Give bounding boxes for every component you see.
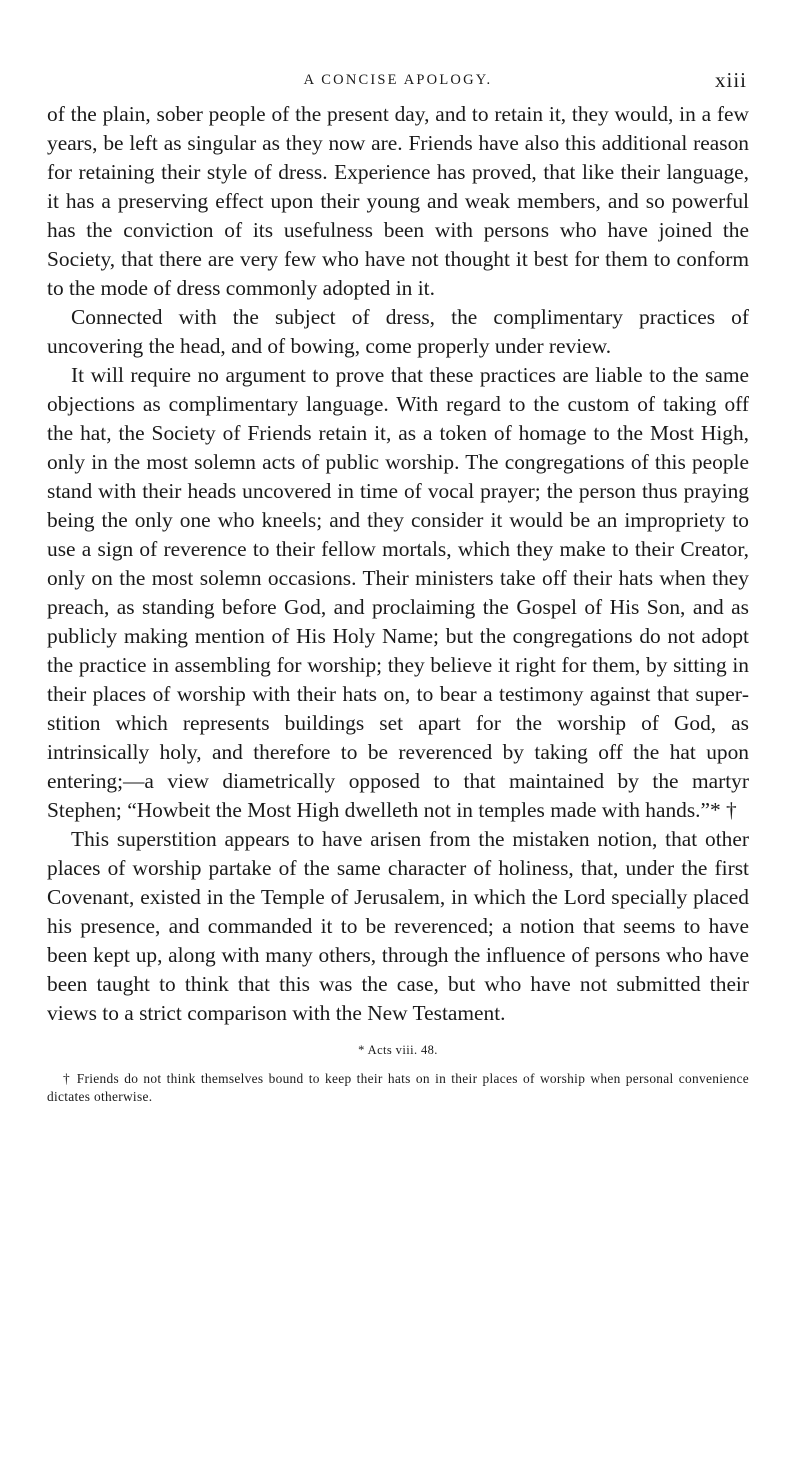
running-title: A CONCISE APOLOGY. [303, 72, 493, 88]
footnote-dagger: † Friends do not think themselves bound to keep their hats on in their places of worship when personal convenience dictates otherwise. [47, 1071, 749, 1104]
paragraph-superstition: This superstition appears to have arisen from the mistaken notion, that other places of worship partake of the same character of holiness, that, under the first Covenant, existed in the Temple of Jerusalem, in which the Lord specially placed his presence, and commanded it to be reverenced; a notion that seems to have been kept up, along with many others, through the influence of persons who have been taught to think that this was the case, but who have not submitted their views to a strict comparison with the New Testament. [47, 827, 749, 1025]
body-text [47, 100, 749, 1028]
paragraph-complimentary-practices: Connected with the subject of dress, the complimentary practices of uncovering the head, and of bowing, come properly under review. [47, 305, 749, 358]
running-head [47, 66, 749, 100]
footnotes [47, 1040, 749, 1106]
paragraph-hat-custom: It will require no argument to prove that these practices are liable to the same objections as complimentary language. With regard to the custom of taking off the hat, the Society of Friends retain it, as a token of homage to the Most High, only in the most solemn acts of public worship. The congregations of this people stand with their heads uncovered in time of vocal prayer; the person thus praying being the only one who kneels; and they consider it would be an impropriety to use a sign of reverence to their fellow mortals, which they make to their Creator, only on the most solemn occasions. Their ministers take off their hats when they preach, as standing before God, and proclaiming the Gospel of His Son, and as publicly making mention of His Holy Name; but the congregations do not adopt the practice in assembling for worship; they believe it right for them, by sitting in their places of worship with their hats on, to bear a testimony against that superstition which represents buildings set apart for the worship of God, as intrinsically holy, and therefore to be reverenced by taking off the hat upon entering;—a view diametrically opposed to that maintained by the martyr Stephen; “Howbeit the Most High dwelleth not in temples made with hands.”* † [47, 363, 749, 822]
page-number: xiii [714, 68, 747, 92]
footnote-asterisk: * Acts viii. 48. [358, 1043, 438, 1057]
book-page [47, 66, 749, 1106]
paragraph-dress-continuation: of the plain, sober people of the present day, and to retain it, they would, in a few years, be left as singular as they now are. Friends have also this additional reason for retaining their style of dress. Experience has proved, that like their language, it has a preserving effect upon their young and weak members, and so powerful has the conviction of its usefulness been with persons who have joined the Society, that there are very few who have not thought it best for them to conform to the mode of dress commonly adopted in it. [47, 102, 749, 300]
